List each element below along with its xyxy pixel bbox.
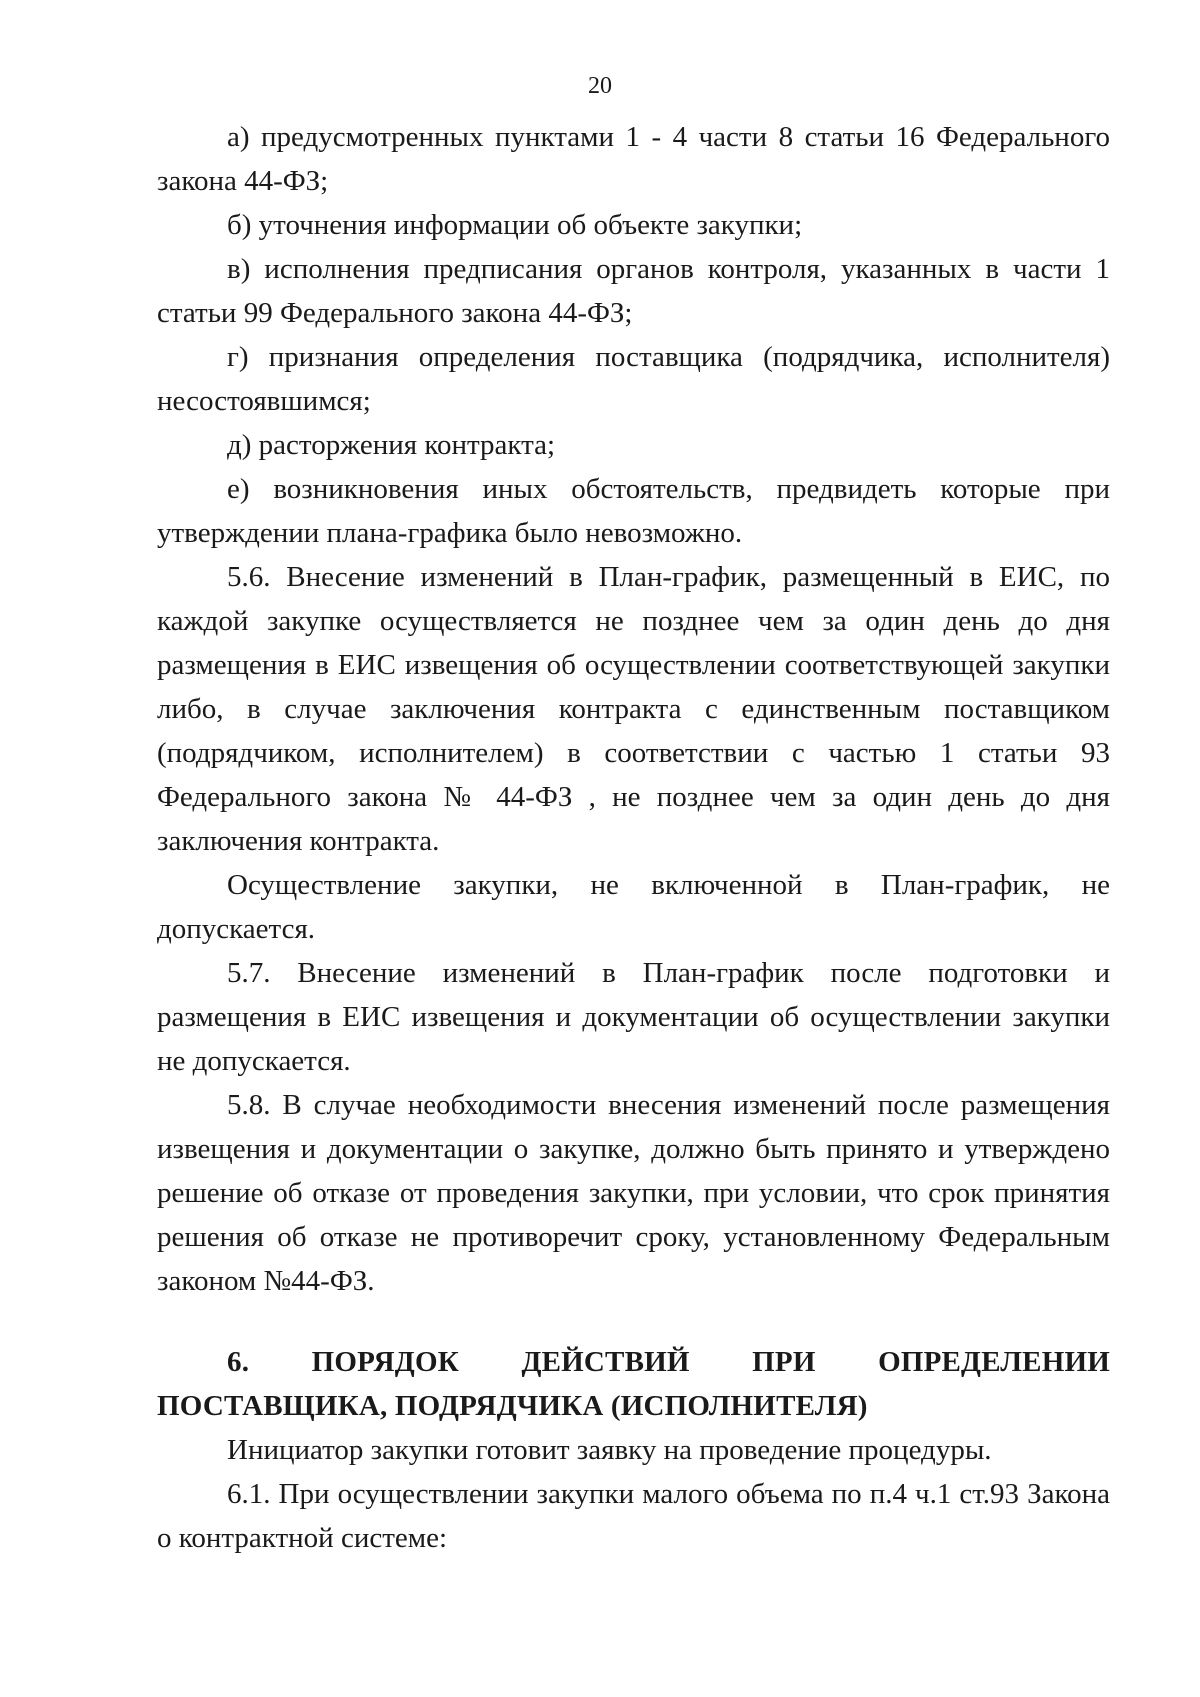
list-item-a: а) предусмотренных пунктами 1 - 4 части 8 статьи 16 Федерального закона 44-ФЗ; (157, 121, 1110, 197)
document-body (157, 115, 1110, 1560)
list-item-e: е) возникновения иных обстоятельств, предвидеть которые при утверждении плана-графика было невозможно. (157, 473, 1110, 549)
clause-6-1: 6.1. При осуществлении закупки малого объема по п.4 ч.1 ст.93 Закона о контрактной системе: (157, 1478, 1110, 1554)
list-item-g: г) признания определения поставщика (подрядчика, исполнителя) несостоявшимся; (157, 341, 1110, 417)
clause-5-6-note: Осуществление закупки, не включенной в План-график, не допускается. (157, 869, 1110, 945)
clause-5-6: 5.6. Внесение изменений в План-график, размещенный в ЕИС, по каждой закупке осуществляется не позднее чем за один день до дня размещения в ЕИС извещения об осуществлении соответствующей закупки либо, в случае заключения контракта с единственным поставщиком (подрядчиком, исполнителем) в соответствии с частью 1 статьи 93 Федерального закона № 44-ФЗ , не позднее чем за один день до дня заключения контракта. (157, 561, 1110, 857)
section-6-intro: Инициатор закупки готовит заявку на проведение процедуры. (227, 1434, 992, 1466)
clause-5-8: 5.8. В случае необходимости внесения изменений после размещения извещения и документации о закупке, должно быть принято и утверждено решение об отказе от проведения закупки, при условии, что срок принятия решения об отказе не противоречит сроку, установленному Федеральным законом №44-ФЗ. (157, 1089, 1110, 1297)
section-6-heading: 6. ПОРЯДОК ДЕЙСТВИЙ ПРИ ОПРЕДЕЛЕНИИ ПОСТАВЩИКА, ПОДРЯДЧИКА (ИСПОЛНИТЕЛЯ) (157, 1346, 1110, 1422)
list-item-d: д) расторжения контракта; (227, 429, 556, 461)
list-item-v: в) исполнения предписания органов контроля, указанных в части 1 статьи 99 Федерального закона 44-ФЗ; (157, 253, 1110, 329)
page-number: 20 (588, 73, 612, 99)
list-item-b: б) уточнения информации об объекте закупки; (227, 209, 803, 241)
clause-5-7: 5.7. Внесение изменений в План-график после подготовки и размещения в ЕИС извещения и документации об осуществлении закупки не допускается. (157, 957, 1110, 1077)
